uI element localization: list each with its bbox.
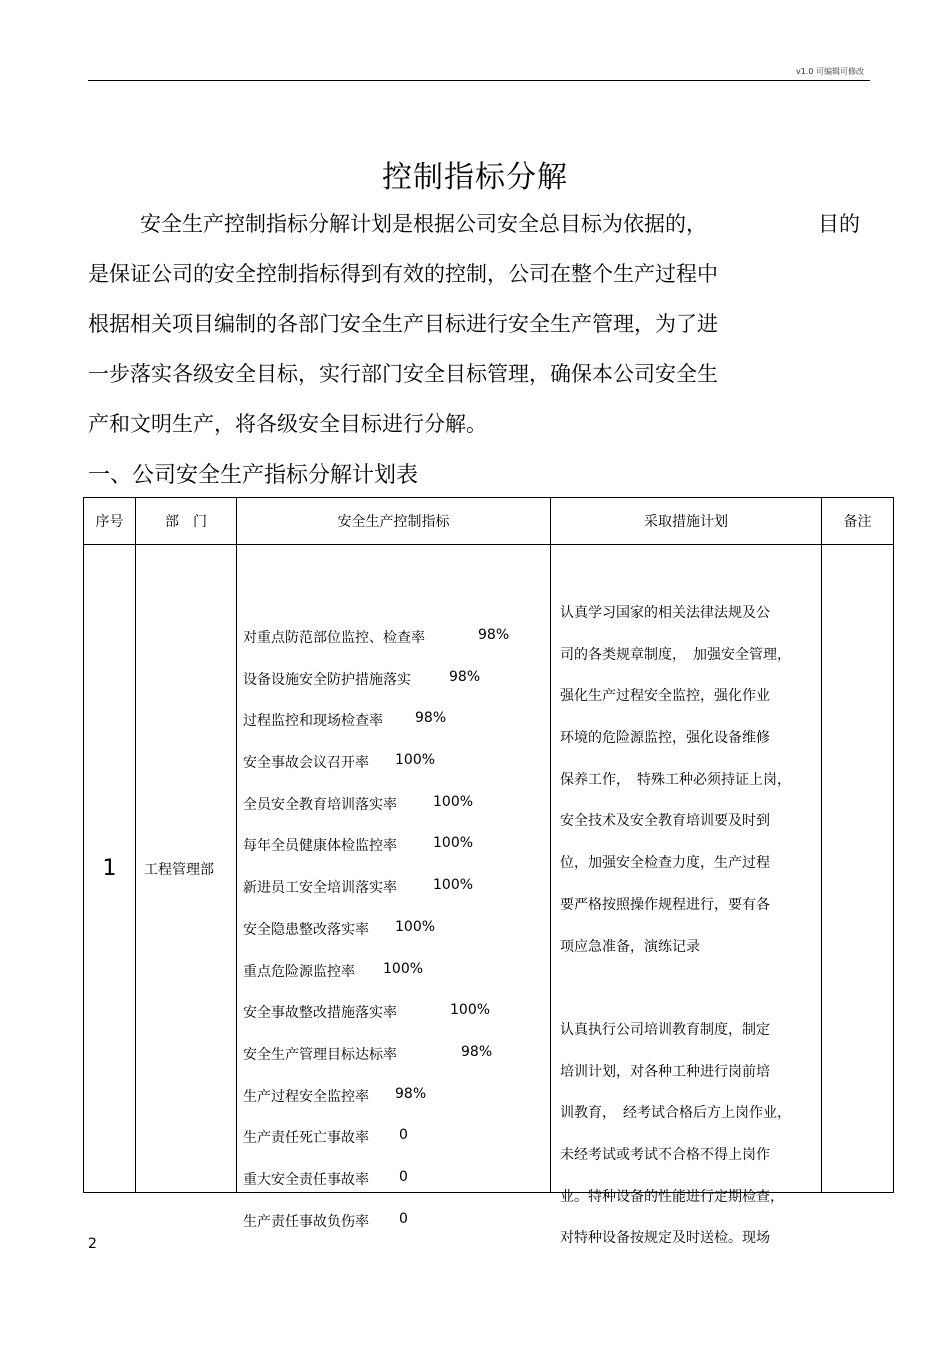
measure-line: 要严格按照操作规程进行，要有各 [560,896,770,913]
indicator-value: 100% [433,793,474,810]
section-heading: 一、公司安全生产指标分解计划表 [88,463,419,488]
indicator-item [243,669,546,711]
measure-line: 环境的危险源监控，强化设备维修 [560,730,770,747]
indicator-value: 0 [399,1127,408,1144]
indicator-item [243,1169,546,1211]
table-row [84,545,894,1193]
indicator-table [83,497,894,1247]
intro-line-1-tail: 目的 [818,212,860,236]
measure-line [560,977,817,1019]
measure-line: 位，加强安全检查力度，生产过程 [560,855,770,872]
indicator-value: 100% [450,1002,491,1019]
indicator-item [243,710,546,752]
table-header-row [84,498,894,545]
indicator-item [243,1086,546,1128]
measure-line: 保养工作， 特殊工种必须持证上岗， [560,771,791,788]
measure-line: 认真学习国家的相关法律法规及公 [560,605,770,621]
measure-line: 训教育， 经考试合格后方上岗作业， [560,1105,791,1122]
intro-line-1: 安全生产控制指标分解计划是根据公司安全总目标为依据的， [140,212,707,236]
indicator-name: 安全事故整改措施落实率 [243,1005,397,1022]
indicator-name: 生产过程安全监控率 [243,1088,369,1105]
indicator-value: 98% [478,627,510,643]
indicator-value: 98% [449,668,481,685]
indicator-value: 0 [399,1168,408,1185]
remarks-cell [822,545,894,1193]
indicator-value: 100% [433,835,474,852]
measure-line: 业。特种设备的性能进行定期检查， [560,1188,784,1205]
header-remarks: 备注 [822,498,894,545]
indicator-name: 设备设施安全防护措施落实 [243,671,411,688]
indicator-name: 重点危险源监控率 [243,963,355,980]
measure-line: 安全技术及安全教育培训要及时到 [560,813,770,830]
header-measures: 采取措施计划 [551,498,822,545]
indicator-item [243,627,546,669]
indicator-item [243,919,546,961]
indicator-name: 全员安全教育培训落实率 [243,796,397,813]
row-number: 1 [84,545,136,1193]
measure-line: 对特种设备按规定及时送检。现场 [560,1230,770,1247]
intro-line-3: 根据相关项目编制的各部门安全生产目标进行安全生产管理，为了进 [88,312,718,336]
intro-line-2: 是保证公司的安全控制指标得到有效的控制，公司在整个生产过程中 [88,262,718,286]
indicator-value: 100% [433,877,474,894]
indicator-value: 98% [395,1085,427,1102]
measures-text [560,602,817,1269]
indicator-value: 100% [395,752,436,769]
indicator-item [243,961,546,1003]
measure-line: 未经考试或考试不合格不得上岗作 [560,1146,770,1163]
version-note: v1.0 可编辑可修改 [796,67,864,76]
measure-line: 强化生产过程安全监控，强化作业 [560,688,770,705]
header-no: 序号 [84,498,136,545]
indicator-item [243,1211,546,1253]
indicator-item [243,1127,546,1169]
measure-line: 培训计划，对各种工种进行岗前培 [560,1063,770,1080]
header-divider [88,80,870,81]
indicator-item [243,794,546,836]
indicator-name: 新进员工安全培训落实率 [243,880,397,897]
page-number: 2 [88,1236,97,1252]
measure-line: 认真执行公司培训教育制度，制定 [560,1021,770,1038]
indicator-item [243,1002,546,1044]
indicator-name: 安全生产管理目标达标率 [243,1046,397,1063]
indicator-value: 98% [415,710,447,727]
indicator-value: 100% [395,918,436,935]
indicator-item [243,752,546,794]
measure-line: 司的各类规章制度， 加强安全管理， [560,646,791,663]
indicator-name: 安全隐患整改落实率 [243,921,369,938]
indicator-item [243,1044,546,1086]
indicator-item [243,877,546,919]
intro-line-5: 产和文明生产，将各级安全目标进行分解。 [88,412,487,436]
indicator-list [243,627,546,1252]
header-department: 部 门 [136,498,237,545]
indicator-value: 0 [399,1210,408,1227]
indicator-item [243,835,546,877]
header-indicators: 安全生产控制指标 [237,498,551,545]
measure-line: 项应急准备，演练记录 [560,938,700,955]
indicator-name: 生产责任死亡事故率 [243,1130,369,1147]
intro-line-4: 一步落实各级安全目标，实行部门安全目标管理，确保本公司安全生 [88,362,718,386]
indicator-value: 98% [461,1043,493,1060]
indicator-name: 对重点防范部位监控、检查率 [243,630,425,646]
indicators-cell [237,545,551,1230]
indicator-name: 过程监控和现场检查率 [243,713,383,730]
indicator-name: 重大安全责任事故率 [243,1171,369,1188]
row-department: 工程管理部 [136,545,237,1193]
indicator-name: 生产责任事故负伤率 [243,1213,369,1230]
measures-cell [551,545,822,1247]
indicator-value: 100% [383,960,424,977]
indicator-name: 每年全员健康体检监控率 [243,838,397,855]
indicator-name: 安全事故会议召开率 [243,755,369,772]
page-title: 控制指标分解 [382,160,568,195]
